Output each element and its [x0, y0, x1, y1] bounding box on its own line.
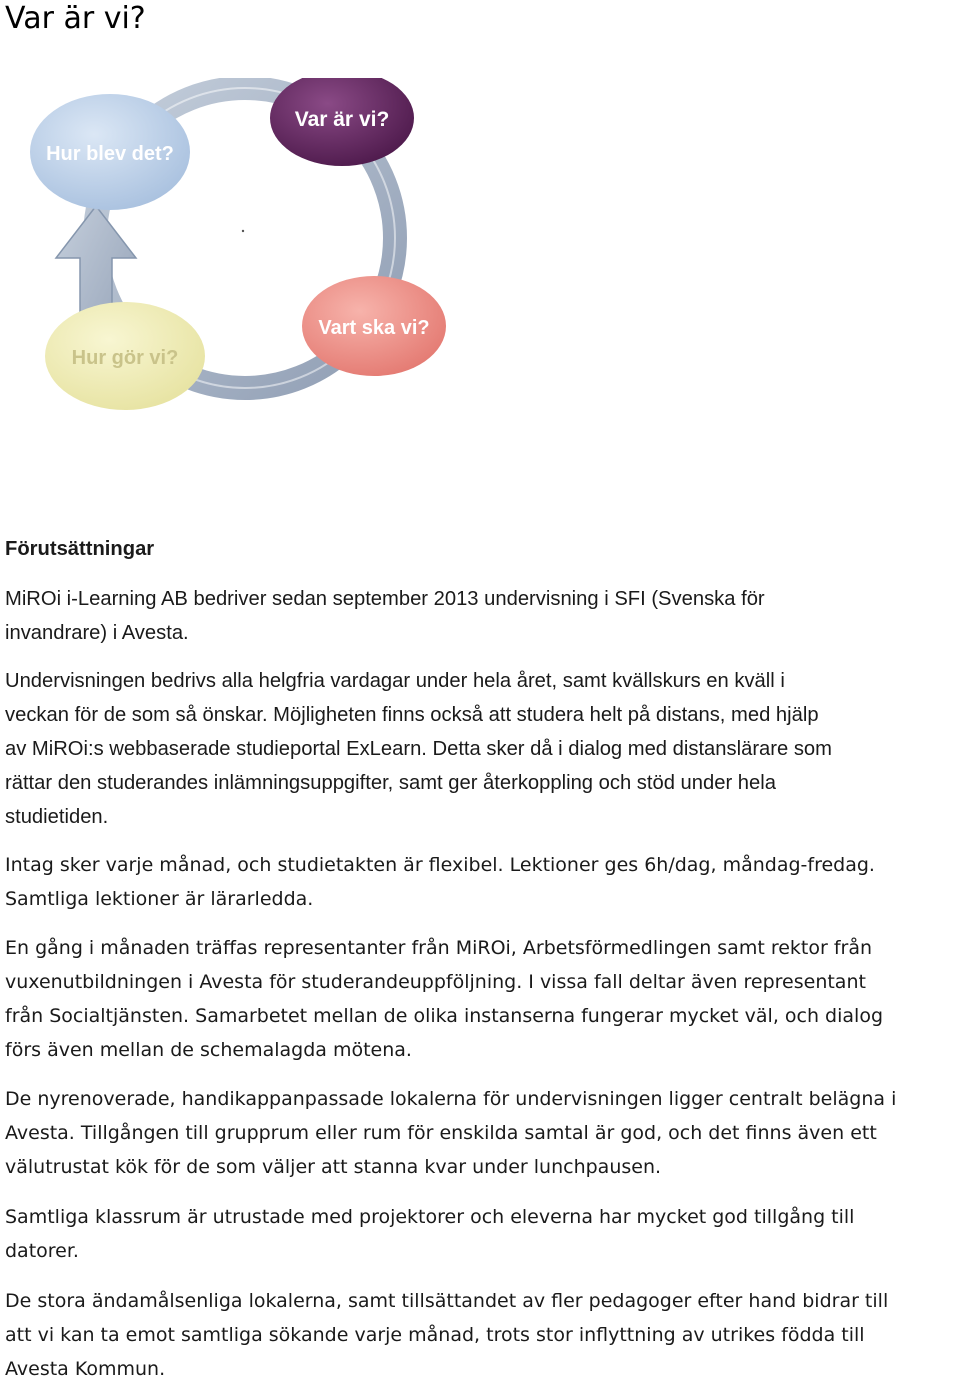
- text-line: från Socialtjänsten. Samarbetet mellan de olika instanserna fungerar mycket väl, och dialog: [5, 1005, 883, 1027]
- page-title: Var är vi?: [5, 1, 146, 36]
- text-line: datorer.: [5, 1240, 79, 1262]
- text-line: De nyrenoverade, handikappanpassade lokalerna för undervisningen ligger centralt belägna i: [5, 1088, 897, 1110]
- node-hur-blev-det-label: Hur blev det?: [46, 143, 174, 165]
- text-line: De stora ändamålsenliga lokalerna, samt tillsättandet av fler pedagoger efter hand bidrar till: [5, 1290, 889, 1312]
- paragraph-meetings: [5, 931, 957, 1067]
- node-hur-gor-vi-label: Hur gör vi?: [71, 347, 179, 369]
- node-hur-gor-vi: [45, 302, 205, 410]
- text-line: MiROi i-Learning AB bedriver sedan september 2013 undervisning i SFI (Svenska för: [5, 588, 765, 610]
- text-line: Avesta Kommun.: [5, 1358, 166, 1380]
- node-vart-ska-vi: [302, 276, 446, 376]
- text-line: förs även mellan de schemalagda mötena.: [5, 1039, 412, 1061]
- paragraph-capacity: [5, 1284, 957, 1386]
- text-line: veckan för de som så önskar. Möjligheten finns också att studera helt på distans, med hjälp: [5, 704, 819, 726]
- section-heading: Förutsättningar: [5, 538, 155, 560]
- paragraph-premises: [5, 1082, 957, 1184]
- text-line: Samtliga lektioner är lärarledda.: [5, 888, 314, 910]
- cycle-diagram: [20, 78, 480, 418]
- paragraph-classrooms: [5, 1200, 957, 1268]
- text-line: av MiROi:s webbaserade studieportal ExLearn. Detta sker då i dialog med distanslärare som: [5, 738, 832, 760]
- node-var-ar-vi: [270, 78, 414, 166]
- node-vart-ska-vi-label: Vart ska vi?: [318, 317, 430, 339]
- text-line: vuxenutbildningen i Avesta för studerandeuppföljning. I vissa fall deltar även representant: [5, 971, 866, 993]
- paragraph-intake: [5, 848, 957, 916]
- text-line: En gång i månaden träffas representanter från MiROi, Arbetsförmedlingen samt rektor från: [5, 937, 873, 959]
- paragraph-intro: [5, 582, 957, 650]
- text-line: Avesta. Tillgången till grupprum eller rum för enskilda samtal är god, och det finns även ett: [5, 1122, 877, 1144]
- text-line: invandrare) i Avesta.: [5, 622, 189, 644]
- paragraph-teaching: [5, 664, 957, 834]
- text-line: rättar den studerandes inlämningsuppgifter, samt ger återkoppling och stöd under hela: [5, 772, 776, 794]
- text-line: välutrustat kök för de som väljer att stanna kvar under lunchpausen.: [5, 1156, 662, 1178]
- text-line: Undervisningen bedrivs alla helgfria vardagar under hela året, samt kvällskurs en kväll i: [5, 670, 785, 692]
- text-line: Samtliga klassrum är utrustade med projektorer och eleverna har mycket god tillgång till: [5, 1206, 855, 1228]
- node-hur-blev-det: [30, 94, 190, 210]
- node-var-ar-vi-label: Var är vi?: [294, 108, 390, 131]
- text-line: att vi kan ta emot samtliga sökande varje månad, trots stor inflyttning av utrikes födda till: [5, 1324, 865, 1346]
- text-line: studietiden.: [5, 806, 109, 828]
- text-line: Intag sker varje månad, och studietakten är flexibel. Lektioner ges 6h/dag, måndag-fredag.: [5, 854, 875, 876]
